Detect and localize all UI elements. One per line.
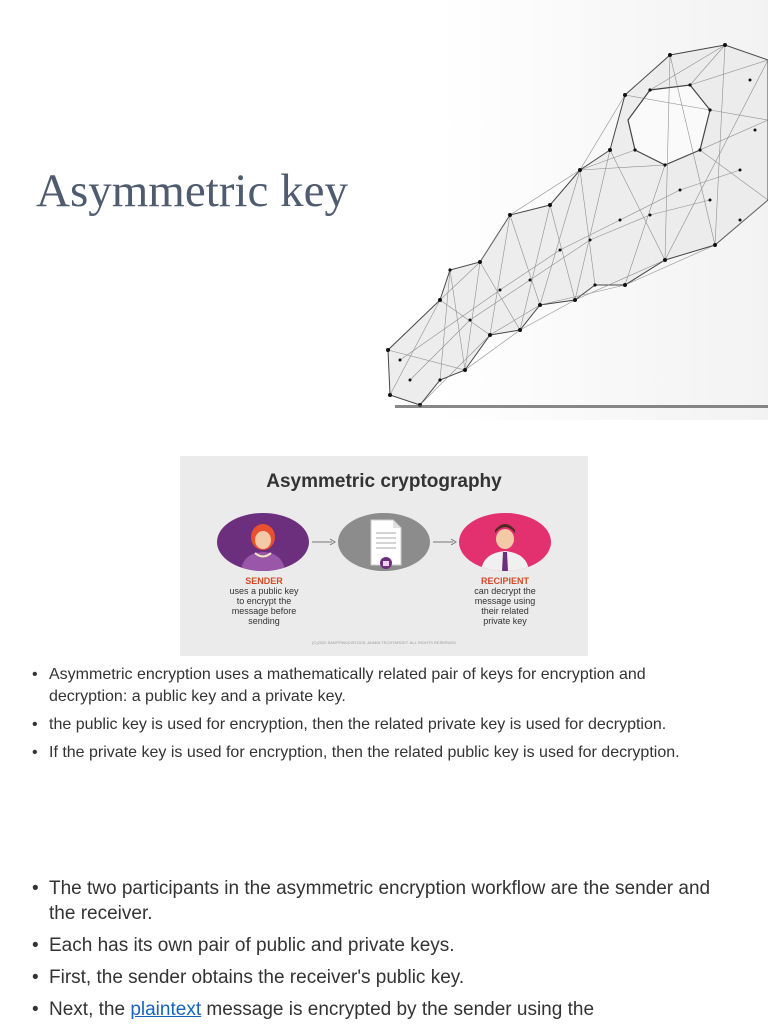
recipient-role: RECIPIENT [480, 576, 529, 586]
recipient-description-line: private key [483, 616, 527, 626]
sender-description-line: sending [248, 616, 280, 626]
asymmetric-cryptography-diagram [180, 456, 588, 656]
list-item-text: message is encrypted by the sender using the [201, 999, 595, 1020]
diagram-title: Asymmetric cryptography [266, 471, 502, 492]
recipient-description-line: their related [481, 606, 529, 616]
sender-description-line: uses a public key [229, 586, 299, 596]
recipient-avatar-icon [459, 513, 551, 571]
list-item [32, 997, 732, 1022]
list-item: • Asymmetric encryption uses a mathematically related pair of keys for encryption and decryption: a public key and a private key. [32, 664, 708, 708]
sender-avatar-icon [217, 513, 309, 571]
encrypted-document-icon [338, 513, 430, 571]
arrow-right-icon [433, 538, 457, 546]
list-item-text: Next, the [49, 999, 131, 1020]
bullet-list-definitions [32, 664, 708, 770]
plaintext-link[interactable]: plaintext [130, 999, 202, 1020]
polygon-mesh-key-icon [380, 0, 768, 420]
recipient-description-line: message using [474, 596, 536, 606]
sender-caption [209, 576, 319, 626]
sender-role: SENDER [245, 576, 283, 586]
sender-description-line: message before [231, 606, 297, 616]
slide-title: Asymmetric key [36, 165, 348, 217]
list-item: • If the private key is used for encryption, then the related public key is used for decryption. [32, 742, 708, 764]
recipient-description-line: can decrypt the [474, 586, 536, 596]
list-item: • First, the sender obtains the receiver's public key. [32, 965, 732, 990]
sender-description-line: to encrypt the [236, 596, 292, 606]
image-credit: (C)2020 SANITPAKZ/ISTOCK; ADMIN TECHTARGET. ALL RIGHTS RESERVED [312, 640, 456, 645]
list-item: • The two participants in the asymmetric encryption workflow are the sender and the receiver. [32, 876, 732, 926]
arrow-right-icon [312, 538, 336, 546]
recipient-caption [450, 576, 560, 626]
bullet-list-workflow [32, 876, 732, 1029]
list-item: • the public key is used for encryption, then the related private key is used for decryption. [32, 714, 708, 736]
list-item: • Each has its own pair of public and private keys. [32, 933, 732, 958]
